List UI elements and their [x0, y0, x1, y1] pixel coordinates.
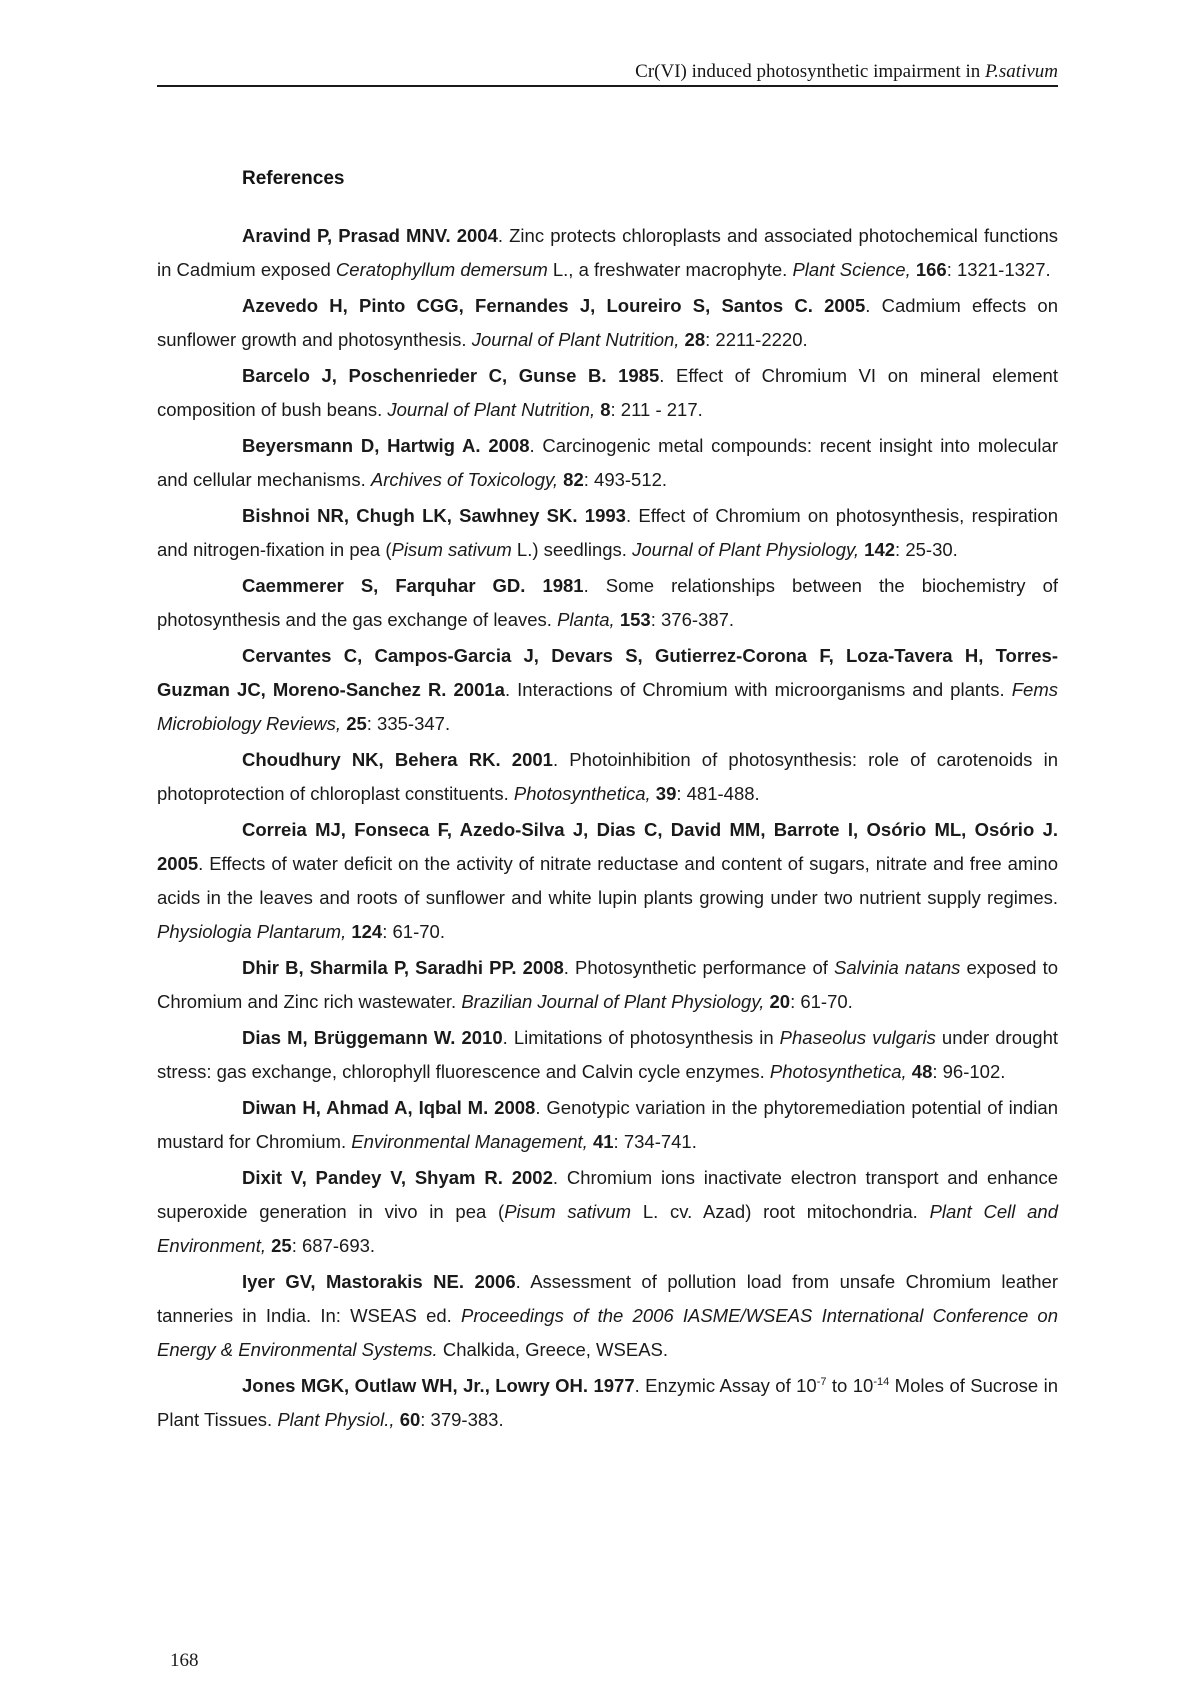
reference-segment: Journal of Plant Physiology, [632, 539, 860, 560]
reference-segment: Dixit V, Pandey V, Shyam R. 2002 [242, 1167, 553, 1188]
reference-segment: . Effect of Chromium VI on mineral element composition of bush beans. [157, 365, 1058, 420]
reference-segment: . Some relationships between the biochemistry of photosynthesis and the gas exchange of leaves. [157, 575, 1058, 630]
reference-segment: : 2211-2220. [705, 329, 808, 350]
reference-segment: : 61-70. [382, 921, 445, 942]
reference-segment: : 379-383. [420, 1409, 504, 1430]
reference-segment: Beyersmann D, Hartwig A. 2008 [242, 435, 530, 456]
reference-segment: Cervantes C, Campos-Garcia J, Devars S, Gutierrez-Corona F, Loza-Tavera H, Torres-Guzman JC, Moreno-Sanchez R. 2001a [157, 645, 1058, 700]
reference-segment: . Photoinhibition of photosynthesis: role of carotenoids in photoprotection of chloroplast constituents. [157, 749, 1058, 804]
reference-segment: Iyer GV, Mastorakis NE. 2006 [242, 1271, 516, 1292]
reference-segment: Choudhury NK, Behera RK. 2001 [242, 749, 553, 770]
reference-segment: 60 [399, 1409, 421, 1430]
reference-segment: -7 [816, 1375, 827, 1388]
references-list [157, 219, 1058, 1437]
reference-segment: 48 [911, 1061, 933, 1082]
reference-segment: Jones MGK, Outlaw WH, Jr., Lowry OH. 1977 [242, 1375, 635, 1396]
reference-segment: 8 [600, 399, 611, 420]
reference-segment: : 493-512. [583, 469, 668, 490]
reference-entry [157, 429, 1058, 497]
reference-segment: under drought stress: gas exchange, chlorophyll fluorescence and Calvin cycle enzymes. [157, 1027, 1059, 1082]
reference-segment: : 481-488. [676, 783, 760, 804]
reference-segment: Planta, [557, 609, 615, 630]
reference-segment: . Chromium ions inactivate electron transport and enhance superoxide generation in vivo in pea ( [157, 1167, 1059, 1222]
reference-entry [157, 569, 1058, 637]
reference-segment: Pisum sativum [391, 539, 512, 560]
reference-entry [157, 1161, 1058, 1263]
reference-segment: L. cv. Azad) root mitochondria. [631, 1201, 930, 1222]
reference-segment: 142 [864, 539, 896, 560]
running-header [157, 0, 1058, 87]
reference-segment: 124 [351, 921, 383, 942]
reference-segment: . Zinc protects chloroplasts and associated photochemical functions in Cadmium exposed [157, 225, 1058, 280]
reference-segment: Salvinia natans [833, 957, 961, 978]
reference-segment: -14 [873, 1375, 890, 1388]
reference-segment: : 96-102. [932, 1061, 1006, 1082]
reference-segment: : 211 - 217. [610, 399, 703, 420]
reference-segment: . Effects of water deficit on the activity of nitrate reductase and content of sugars, nitrate and free amino acids in the leaves and roots of sunflower and white lupin plants growing under two nutrient supply regimes. [157, 853, 1058, 908]
reference-segment: : 61-70. [790, 991, 853, 1012]
running-header-text: Cr(VI) induced photosynthetic impairment in [635, 61, 985, 82]
reference-segment: Ceratophyllum demersum [335, 259, 548, 280]
reference-segment: : 687-693. [291, 1235, 376, 1256]
reference-segment: Dhir B, Sharmila P, Saradhi PP. 2008 [242, 957, 564, 978]
reference-segment: Brazilian Journal of Plant Physiology, [461, 991, 765, 1012]
reference-segment: . Limitations of photosynthesis in [502, 1027, 780, 1048]
reference-segment: 153 [619, 609, 651, 630]
reference-segment: . Carcinogenic metal compounds: recent insight into molecular and cellular mechanisms. [157, 435, 1058, 490]
reference-segment: Environmental Management, [351, 1131, 588, 1152]
reference-segment: : 376-387. [650, 609, 735, 630]
reference-segment: Barcelo J, Poschenrieder C, Gunse B. 1985 [242, 365, 660, 386]
reference-segment: Plant Cell and Environment, [157, 1201, 1059, 1256]
reference-segment: : 1321-1327. [946, 259, 1051, 280]
reference-segment: Journal of Plant Nutrition, [471, 329, 680, 350]
reference-segment: L.) seedlings. [511, 539, 633, 560]
reference-segment: 28 [684, 329, 706, 350]
page-number: 168 [170, 1650, 199, 1671]
reference-entry [157, 639, 1058, 741]
reference-segment: . Effect of Chromium on photosynthesis, respiration and nitrogen-fixation in pea ( [157, 505, 1058, 560]
reference-segment: . Photosynthetic performance of [563, 957, 834, 978]
reference-segment: Fems Microbiology Reviews, [157, 679, 1058, 734]
reference-segment: L., a freshwater macrophyte. [547, 259, 793, 280]
running-header-species: P.sativum [984, 61, 1058, 82]
reference-entry [157, 1369, 1058, 1437]
reference-segment: Aravind P, Prasad MNV. 2004 [242, 225, 498, 246]
reference-segment: Chalkida, Greece, WSEAS. [437, 1339, 669, 1360]
reference-segment: Diwan H, Ahmad A, Iqbal M. 2008 [242, 1097, 536, 1118]
reference-segment: Proceedings of the 2006 IASME/WSEAS International Conference on Energy & Environmental Systems. [157, 1305, 1058, 1360]
references-section [157, 166, 1058, 1439]
reference-segment: : 335-347. [366, 713, 451, 734]
reference-segment: Journal of Plant Nutrition, [387, 399, 596, 420]
reference-segment: Dias M, Brüggemann W. 2010 [242, 1027, 503, 1048]
reference-segment: Photosynthetica, [513, 783, 651, 804]
reference-segment: : 25-30. [895, 539, 958, 560]
section-title: References [242, 168, 345, 189]
reference-segment: Archives of Toxicology, [370, 469, 559, 490]
reference-entry [157, 359, 1058, 427]
reference-segment: Correia MJ, Fonseca F, Azedo-Silva J, Dias C, David MM, Barrote I, Osório ML, Osório J. 2005 [157, 819, 1058, 874]
reference-segment: Bishnoi NR, Chugh LK, Sawhney SK. 1993 [242, 505, 626, 526]
reference-segment: 25 [271, 1235, 292, 1256]
reference-segment: Phaseolus vulgaris [779, 1027, 936, 1048]
reference-segment: Physiologia Plantarum, [157, 921, 347, 942]
reference-entry [157, 289, 1058, 357]
reference-segment: Moles of Sucrose in Plant Tissues. [157, 1375, 1058, 1430]
reference-segment: Plant Physiol., [277, 1409, 395, 1430]
reference-segment: 39 [655, 783, 677, 804]
reference-segment: . Genotypic variation in the phytoremediation potential of indian mustard for Chromium. [157, 1097, 1058, 1152]
reference-entry [157, 813, 1058, 949]
reference-segment: Plant Science, [792, 259, 911, 280]
reference-entry [157, 1091, 1058, 1159]
reference-segment: Caemmerer S, Farquhar GD. 1981 [242, 575, 584, 596]
reference-segment: . Cadmium effects on sunflower growth and photosynthesis. [157, 295, 1059, 350]
reference-segment: 25 [346, 713, 367, 734]
reference-segment: . Enzymic Assay of 10 [634, 1375, 817, 1396]
reference-entry [157, 219, 1058, 287]
reference-entry [157, 951, 1058, 1019]
reference-segment: exposed to Chromium and Zinc rich wastewater. [157, 957, 1058, 1012]
reference-segment: . Assessment of pollution load from unsafe Chromium leather tanneries in India. In: WSEAS ed. [157, 1271, 1058, 1326]
reference-entry [157, 1021, 1058, 1089]
reference-segment: . Interactions of Chromium with microorganisms and plants. [504, 679, 1012, 700]
reference-segment: : 734-741. [613, 1131, 697, 1152]
reference-segment: 82 [563, 469, 584, 490]
reference-segment: to 10 [826, 1375, 874, 1396]
reference-segment: Photosynthetica, [769, 1061, 907, 1082]
reference-entry [157, 743, 1058, 811]
reference-segment: 41 [592, 1131, 614, 1152]
reference-segment: 166 [915, 259, 947, 280]
reference-entry [157, 1265, 1058, 1367]
reference-segment: Pisum sativum [504, 1201, 632, 1222]
reference-segment: Azevedo H, Pinto CGG, Fernandes J, Loureiro S, Santos C. 2005 [242, 295, 866, 316]
reference-segment: 20 [769, 991, 791, 1012]
reference-entry [157, 499, 1058, 567]
